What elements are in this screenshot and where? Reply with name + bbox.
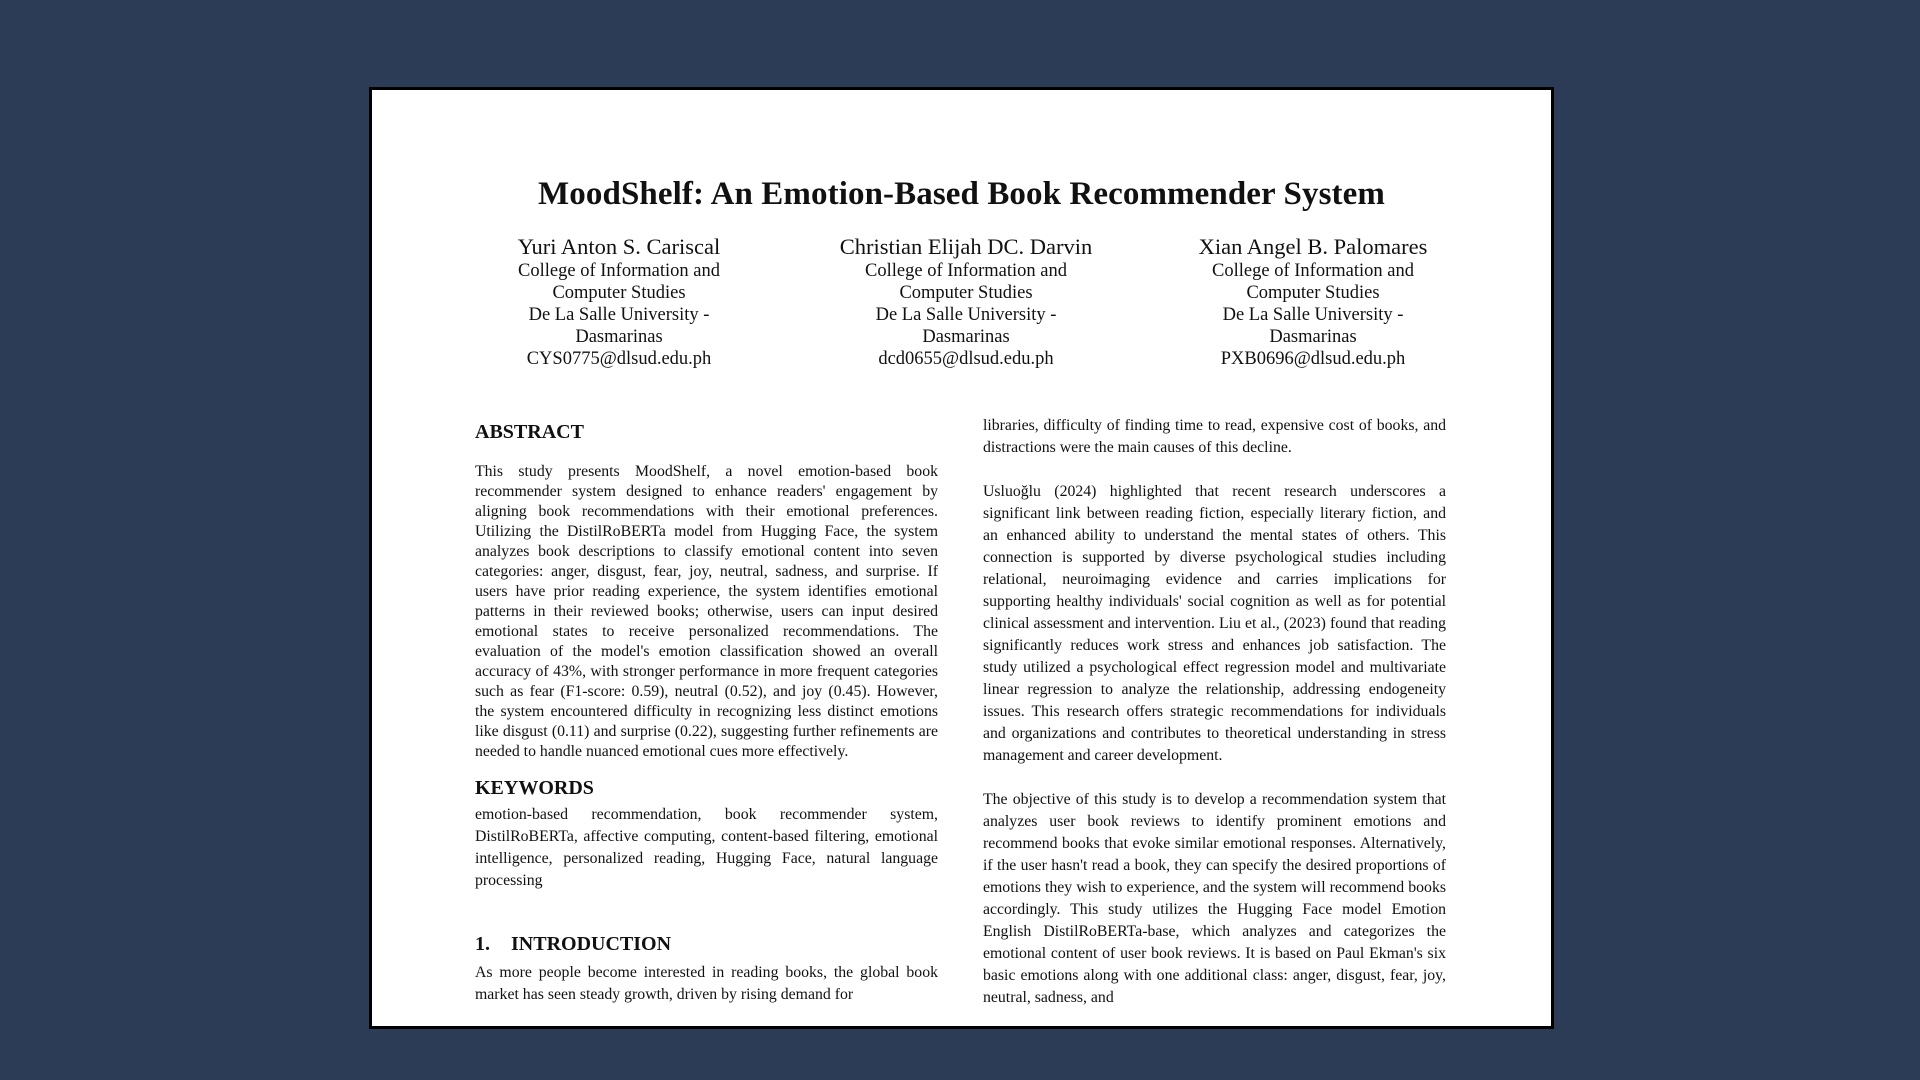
introduction-heading [475,932,938,956]
left-column [475,420,938,1006]
author-affiliation: De La Salle University - [528,305,710,325]
author-affiliation: Dasmarinas [922,327,1010,347]
right-column [983,415,1446,1009]
author-affiliation: College of Information and [865,261,1067,281]
paper-title: MoodShelf: An Emotion-Based Book Recommender System [538,176,1385,212]
author-affiliation: College of Information and [1212,261,1414,281]
body-paragraph-2: Usluoğlu (2024) highlighted that recent research underscores a significant link between reading fiction, especially literary fiction, and an enhanced ability to understand the mental states of others. This connection is supported by diverse psychological studies including relational, neuroimaging evidence and carries implications for supporting healthy individuals' social cognition as well as for potential clinical assessment and intervention. Liu et al., (2023) found that reading significantly reduces work stress and enhances job satisfaction. The study utilized a psychological effect regression model and multivariate linear regression to analyze the relationship, addressing endogeneity issues. This research offers strategic recommendations for individuals and organizations and contributes to theoretical understanding in stress management and career development. [983,483,1446,764]
author-block [372,234,1551,374]
author-email: CYS0775@dlsud.edu.ph [526,349,712,369]
paper-page [372,90,1551,1026]
section-title: INTRODUCTION [511,933,672,955]
abstract-heading: ABSTRACT [475,421,584,443]
abstract-text: This study presents MoodShelf, a novel emotion-based book recommender system designed to enhance readers' engagement by aligning book recommendations with their emotional preferences. Utilizing the DistilRoBERTa model from Hugging Face, the system analyzes book descriptions to classify emotional content into seven categories: anger, disgust, fear, joy, neutral, sadness, and surprise. If users have prior reading experience, the system identifies emotional patterns in their reviewed books; otherwise, users can input desired emotional states to receive personalized recommendations. The evaluation of the model's emotion classification showed an overall accuracy of 43%, with stronger performance in more frequent categories such as fear (F1-score: 0.59), neutral (0.52), and joy (0.45). However, the system encountered difficulty in recognizing less distinct emotions like disgust (0.11) and surprise (0.22), suggesting further refinements are needed to handle nuanced emotional cues more effectively. [475,463,938,760]
page-frame [369,87,1554,1029]
body-paragraph-1: libraries, difficulty of finding time to read, expensive cost of books, and distractions were the main causes of this decline. [983,417,1446,456]
author-affiliation: De La Salle University - [875,305,1057,325]
author-affiliation: Computer Studies [1246,283,1380,303]
author-affiliation: Dasmarinas [1269,327,1357,347]
author-name: Christian Elijah DC. Darvin [839,234,1093,259]
author-affiliation: Dasmarinas [575,327,663,347]
author-affiliation: De La Salle University - [1222,305,1404,325]
section-number: 1. [475,933,490,955]
author-affiliation: Computer Studies [899,283,1033,303]
author-name: Xian Angel B. Palomares [1198,234,1428,259]
keywords-text: emotion-based recommendation, book recommender system, DistilRoBERTa, affective computing, content-based filtering, emotional intelligence, personalized reading, Hugging Face, natural language processing [475,806,938,889]
author-1 [469,234,769,370]
author-email: dcd0655@dlsud.edu.ph [878,349,1054,369]
introduction-text: As more people become interested in reading books, the global book market has seen steady growth, driven by rising demand for [475,964,938,1003]
author-email: PXB0696@dlsud.edu.ph [1220,349,1406,369]
body-paragraph-3: The objective of this study is to develop a recommendation system that analyzes user book reviews to identify prominent emotions and recommend books that evoke similar emotional responses. Alternatively, if the user hasn't read a book, they can specify the desired proportions of emotions they wish to experience, and the system will recommend books accordingly. This study utilizes the Hugging Face model Emotion English DistilRoBERTa-base, which analyzes and categorizes the emotional content of user book reviews. It is based on Paul Ekman's six basic emotions along with one additional class: anger, disgust, fear, joy, neutral, sadness, and [983,791,1446,1006]
author-3 [1163,234,1463,370]
keywords-heading: KEYWORDS [475,777,594,799]
author-2 [816,234,1116,370]
author-affiliation: Computer Studies [552,283,686,303]
author-affiliation: College of Information and [518,261,720,281]
author-name: Yuri Anton S. Cariscal [517,234,721,259]
